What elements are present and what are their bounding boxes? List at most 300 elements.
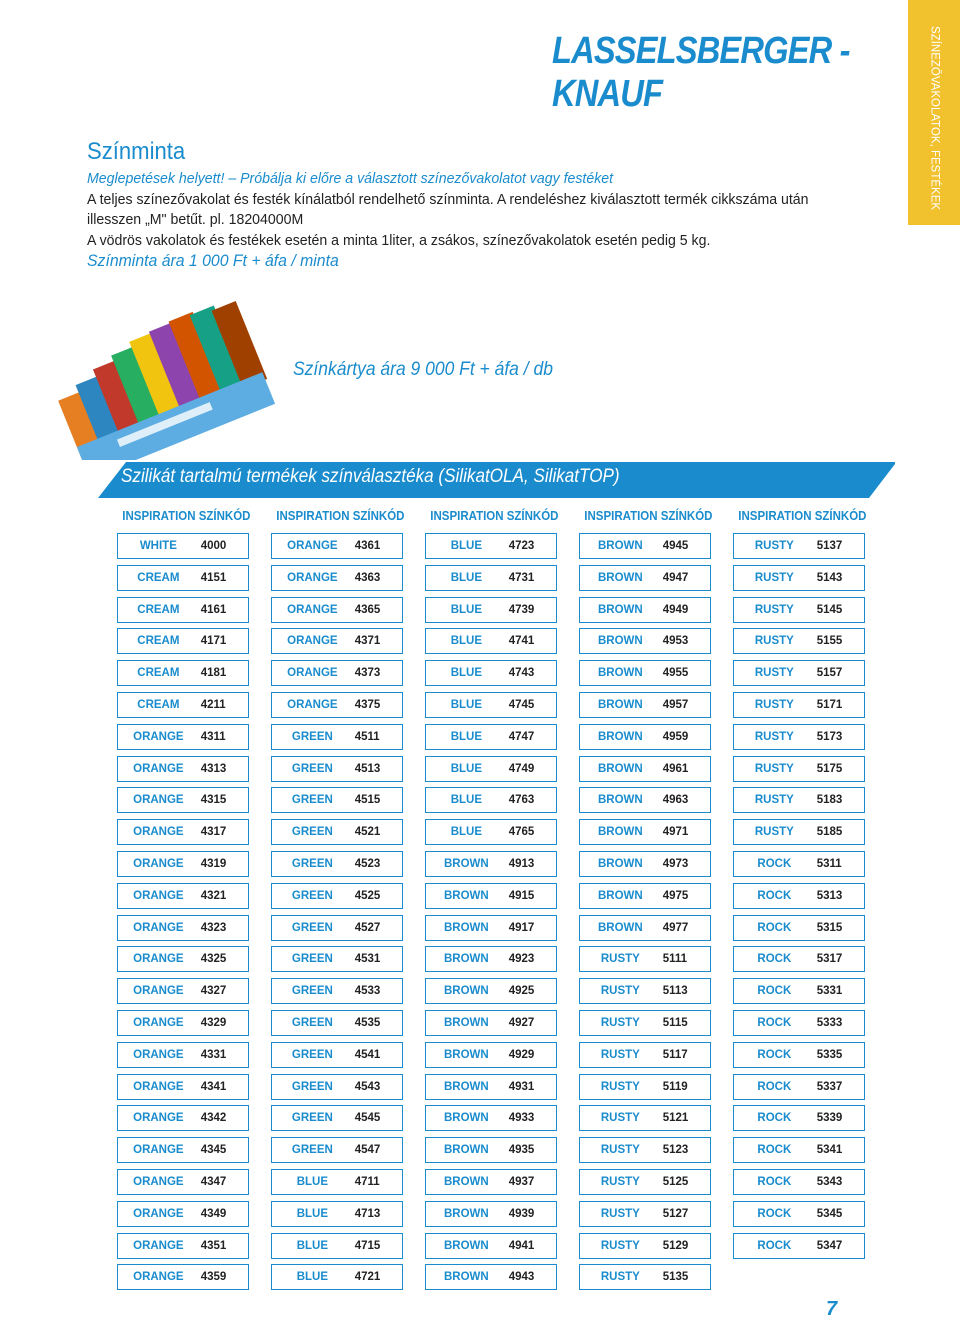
- color-name: GREEN: [291, 1080, 333, 1093]
- color-code: 5343: [816, 1176, 843, 1188]
- color-name: BLUE: [450, 635, 483, 648]
- intro-sample-size: A vödrös vakolatok és festékek esetén a minta 1liter, a zsákos, színezővakolatok esetén pedig 5 kg.: [87, 231, 711, 249]
- table-row: [271, 756, 403, 782]
- color-name: BROWN: [598, 921, 643, 934]
- table-column: [271, 509, 405, 1284]
- table-row: [271, 724, 403, 750]
- color-code: 4731: [508, 571, 535, 584]
- color-name: RUSTY: [754, 667, 794, 680]
- color-code: 5339: [816, 1112, 843, 1125]
- table-row: [579, 628, 711, 654]
- color-code: 4749: [508, 762, 535, 775]
- table-row: [733, 1105, 865, 1131]
- color-code: 4953: [662, 635, 689, 648]
- table-row: [271, 787, 403, 813]
- color-code: 4342: [200, 1112, 227, 1125]
- color-card-image: [38, 300, 288, 460]
- color-name: RUSTY: [600, 1048, 640, 1061]
- color-name: GREEN: [291, 889, 333, 902]
- color-code: 4741: [508, 635, 535, 648]
- table-row: [579, 660, 711, 686]
- color-name: ORANGE: [133, 826, 184, 839]
- table-row: [271, 1169, 403, 1195]
- color-code: 4975: [662, 889, 689, 902]
- table-row: [271, 819, 403, 845]
- table-row: [579, 533, 711, 559]
- table-row: [425, 1233, 557, 1259]
- color-name: GREEN: [291, 730, 333, 743]
- table-row: [733, 787, 865, 813]
- color-code: 5125: [662, 1176, 689, 1188]
- color-name: BROWN: [598, 635, 643, 648]
- table-row: [117, 819, 249, 845]
- color-code: 5113: [662, 985, 688, 998]
- table-row: [733, 692, 865, 718]
- color-code: 4743: [508, 667, 535, 680]
- table-row: [425, 819, 557, 845]
- color-name: CREAM: [137, 635, 180, 648]
- color-name: BLUE: [296, 1207, 329, 1220]
- table-row: [425, 851, 557, 877]
- color-code: 5145: [816, 603, 843, 616]
- table-row: [733, 978, 865, 1004]
- color-code: 4929: [508, 1048, 535, 1061]
- color-code: 5345: [816, 1207, 843, 1220]
- table-row: [733, 660, 865, 686]
- table-row: [271, 1233, 403, 1259]
- color-code: 5347: [816, 1239, 843, 1252]
- color-code: 4313: [200, 762, 227, 775]
- color-name: ORANGE: [133, 1048, 184, 1061]
- color-code: 5157: [816, 667, 843, 680]
- color-code: 4365: [354, 603, 381, 616]
- color-name: BROWN: [598, 540, 643, 552]
- color-name: ORANGE: [133, 953, 184, 966]
- table-row: [425, 660, 557, 686]
- table-row: [117, 787, 249, 813]
- color-code: 4713: [354, 1207, 381, 1220]
- table-row: [117, 597, 249, 623]
- color-code: 4957: [662, 699, 689, 711]
- color-code: 5341: [816, 1144, 843, 1157]
- color-name: ROCK: [757, 985, 792, 998]
- color-name: ORANGE: [133, 985, 184, 998]
- color-name: ROCK: [757, 1017, 792, 1029]
- table-row: [117, 1264, 249, 1290]
- color-name: BROWN: [598, 858, 643, 870]
- color-name: BLUE: [450, 730, 483, 743]
- color-name: CREAM: [137, 667, 180, 680]
- color-name: CREAM: [137, 699, 180, 711]
- table-row: [733, 724, 865, 750]
- table-row: [425, 628, 557, 654]
- color-code: 5135: [662, 1271, 689, 1284]
- color-name: BROWN: [444, 985, 489, 998]
- color-name: CREAM: [137, 603, 180, 616]
- table-row: [579, 1105, 711, 1131]
- color-name: BROWN: [598, 762, 643, 775]
- color-name: ROCK: [757, 1144, 792, 1157]
- color-code: 4971: [662, 826, 689, 839]
- color-name: BROWN: [598, 794, 643, 807]
- color-code: 5119: [662, 1080, 688, 1093]
- table-row: [579, 819, 711, 845]
- color-name: BLUE: [450, 603, 483, 616]
- table-row: [117, 915, 249, 941]
- table-row: [271, 1264, 403, 1290]
- column-header: INSPIRATION SZÍNKÓD: [122, 509, 251, 523]
- section-title: Színminta: [87, 138, 186, 165]
- color-code: 4763: [508, 794, 535, 807]
- color-code: 5171: [816, 699, 843, 711]
- color-code: 4947: [662, 571, 689, 584]
- table-row: [733, 946, 865, 972]
- color-code: 5129: [662, 1239, 689, 1252]
- table-row: [271, 946, 403, 972]
- color-name: RUSTY: [600, 1271, 640, 1284]
- color-code: 4745: [508, 699, 535, 711]
- color-code: 4361: [354, 540, 381, 552]
- color-code: 5155: [816, 635, 843, 648]
- color-code: 4000: [200, 540, 227, 552]
- table-column: [579, 509, 713, 1284]
- color-name: RUSTY: [754, 699, 794, 711]
- table-row: [271, 565, 403, 591]
- table-row: [733, 1010, 865, 1036]
- color-code: 4325: [200, 953, 227, 966]
- table-row: [579, 692, 711, 718]
- color-code: 4545: [354, 1112, 381, 1125]
- color-code: 4927: [508, 1017, 535, 1029]
- color-name: ORANGE: [287, 699, 338, 711]
- color-name: ORANGE: [133, 794, 184, 807]
- color-code: 4351: [200, 1239, 227, 1252]
- color-name: BLUE: [296, 1239, 329, 1252]
- color-code: 4535: [354, 1017, 381, 1029]
- color-code: 4923: [508, 953, 535, 966]
- table-row: [271, 883, 403, 909]
- color-code: 4925: [508, 985, 535, 998]
- color-name: BLUE: [296, 1176, 329, 1188]
- color-code: 4931: [508, 1080, 535, 1093]
- color-name: BROWN: [598, 730, 643, 743]
- color-code: 4525: [354, 889, 381, 902]
- color-name: BROWN: [444, 1112, 489, 1125]
- color-code: 4935: [508, 1144, 535, 1157]
- color-name: BROWN: [444, 858, 489, 870]
- color-name: RUSTY: [600, 1176, 640, 1188]
- color-code: 4311: [200, 730, 226, 743]
- color-name: BLUE: [450, 826, 483, 839]
- table-row: [117, 692, 249, 718]
- color-code: 4739: [508, 603, 535, 616]
- table-row: [425, 1169, 557, 1195]
- table-column: [117, 509, 251, 1284]
- table-row: [425, 883, 557, 909]
- table-row: [579, 1137, 711, 1163]
- table-row: [271, 1074, 403, 1100]
- color-code: 4949: [662, 603, 689, 616]
- color-name: ORANGE: [133, 730, 184, 743]
- table-row: [425, 565, 557, 591]
- table-row: [579, 946, 711, 972]
- color-code: 4211: [200, 699, 226, 711]
- table-row: [579, 851, 711, 877]
- color-name: RUSTY: [600, 1080, 640, 1093]
- color-name: BLUE: [450, 571, 483, 584]
- color-name: BROWN: [598, 571, 643, 584]
- color-code: 5173: [816, 730, 843, 743]
- table-row: [579, 1010, 711, 1036]
- color-code: 4321: [200, 889, 227, 902]
- color-code: 4181: [200, 667, 227, 680]
- color-code: 4363: [354, 571, 381, 584]
- table-row: [425, 1042, 557, 1068]
- table-row: [733, 1233, 865, 1259]
- color-name: BROWN: [444, 1271, 489, 1284]
- color-name: GREEN: [291, 858, 333, 870]
- color-name: ORANGE: [287, 571, 338, 584]
- table-row: [117, 946, 249, 972]
- table-row: [271, 628, 403, 654]
- color-name: BROWN: [444, 1239, 489, 1252]
- table-row: [425, 915, 557, 941]
- column-header: INSPIRATION SZÍNKÓD: [276, 509, 405, 523]
- table-row: [733, 1137, 865, 1163]
- color-code: 4323: [200, 921, 227, 934]
- color-name: ORANGE: [287, 603, 338, 616]
- color-name: RUSTY: [754, 571, 794, 584]
- color-code: 4347: [200, 1176, 227, 1188]
- table-row: [271, 533, 403, 559]
- table-row: [117, 1233, 249, 1259]
- table-column: [425, 509, 559, 1284]
- color-code: 4329: [200, 1017, 227, 1029]
- color-code: 5337: [816, 1080, 843, 1093]
- color-name: RUSTY: [600, 1239, 640, 1252]
- color-code: 4955: [662, 667, 689, 680]
- color-code: 4511: [354, 730, 380, 743]
- color-name: RUSTY: [754, 762, 794, 775]
- color-name: CREAM: [137, 571, 180, 584]
- table-row: [271, 978, 403, 1004]
- color-code: 4541: [354, 1048, 381, 1061]
- color-name: GREEN: [291, 794, 333, 807]
- color-code: 4161: [200, 603, 227, 616]
- color-name: ROCK: [757, 921, 792, 934]
- table-row: [271, 851, 403, 877]
- color-name: WHITE: [139, 540, 177, 552]
- table-row: [425, 946, 557, 972]
- color-code: 5175: [816, 762, 843, 775]
- table-row: [117, 724, 249, 750]
- color-name: ROCK: [757, 1048, 792, 1061]
- color-code: 4373: [354, 667, 381, 680]
- color-code: 5183: [816, 794, 843, 807]
- color-code: 4171: [200, 635, 227, 648]
- color-name: BROWN: [444, 1017, 489, 1029]
- table-row: [733, 756, 865, 782]
- table-row: [271, 660, 403, 686]
- color-code: 4515: [354, 794, 381, 807]
- color-name: RUSTY: [754, 635, 794, 648]
- color-code: 4547: [354, 1144, 381, 1157]
- table-row: [733, 819, 865, 845]
- color-name: ROCK: [757, 1239, 792, 1252]
- table-row: [579, 597, 711, 623]
- color-name: RUSTY: [600, 1207, 640, 1220]
- table-column: [733, 509, 867, 1252]
- color-code: 5117: [662, 1048, 688, 1061]
- table-row: [579, 1074, 711, 1100]
- color-name: RUSTY: [754, 540, 794, 552]
- card-price: Színkártya ára 9 000 Ft + áfa / db: [293, 359, 553, 380]
- color-name: ROCK: [757, 1176, 792, 1188]
- color-code: 5311: [816, 858, 842, 870]
- color-code: 5121: [662, 1112, 689, 1125]
- table-row: [579, 565, 711, 591]
- color-name: BLUE: [450, 762, 483, 775]
- color-code: 4375: [354, 699, 381, 711]
- table-row: [425, 978, 557, 1004]
- color-name: RUSTY: [600, 1112, 640, 1125]
- color-code: 4747: [508, 730, 535, 743]
- table-row: [425, 724, 557, 750]
- color-name: RUSTY: [754, 603, 794, 616]
- table-row: [117, 1010, 249, 1036]
- intro-tagline: Meglepetések helyett! – Próbálja ki előre a választott színezővakolatot vagy festéket: [87, 170, 614, 187]
- brand-logo: LASSELSBERGER - KNAUF: [552, 30, 850, 115]
- color-code: 4151: [200, 571, 227, 584]
- color-code: 4531: [354, 953, 381, 966]
- table-row: [579, 883, 711, 909]
- color-code: 4939: [508, 1207, 535, 1220]
- color-code: 4963: [662, 794, 689, 807]
- table-row: [271, 1137, 403, 1163]
- table-row: [117, 1105, 249, 1131]
- table-row: [117, 851, 249, 877]
- color-code: 4317: [200, 826, 227, 839]
- color-name: RUSTY: [600, 985, 640, 998]
- color-name: GREEN: [291, 762, 333, 775]
- color-name: ORANGE: [133, 1239, 184, 1252]
- color-name: BROWN: [598, 826, 643, 839]
- table-row: [425, 787, 557, 813]
- color-name: GREEN: [291, 1017, 333, 1029]
- color-code: 4917: [508, 921, 535, 934]
- table-row: [733, 915, 865, 941]
- table-row: [271, 915, 403, 941]
- color-code: 4973: [662, 858, 689, 870]
- color-name: BROWN: [444, 1144, 489, 1157]
- color-code: 5111: [662, 953, 688, 966]
- color-code: 5317: [816, 953, 843, 966]
- color-name: ORANGE: [287, 635, 338, 648]
- table-row: [117, 1074, 249, 1100]
- table-row: [117, 628, 249, 654]
- table-banner-title: Szilikát tartalmú termékek színválasztéka (SilikatOLA, SilikatTOP): [121, 466, 620, 487]
- color-name: GREEN: [291, 1048, 333, 1061]
- table-row: [117, 1201, 249, 1227]
- color-code: 4543: [354, 1080, 381, 1093]
- color-name: BROWN: [444, 953, 489, 966]
- table-row: [271, 597, 403, 623]
- table-row: [579, 1201, 711, 1227]
- table-row: [425, 1264, 557, 1290]
- color-name: BLUE: [450, 540, 483, 552]
- color-name: GREEN: [291, 1112, 333, 1125]
- color-code: 5137: [816, 540, 843, 552]
- color-name: BROWN: [598, 603, 643, 616]
- table-row: [579, 1042, 711, 1068]
- color-name: BROWN: [444, 921, 489, 934]
- color-code: 4711: [354, 1176, 380, 1188]
- color-name: ROCK: [757, 889, 792, 902]
- color-code: 4315: [200, 794, 227, 807]
- color-code: 4915: [508, 889, 535, 902]
- table-row: [733, 851, 865, 877]
- color-name: ORANGE: [133, 858, 184, 870]
- column-header: INSPIRATION SZÍNKÓD: [738, 509, 867, 523]
- color-name: GREEN: [291, 985, 333, 998]
- table-row: [733, 1169, 865, 1195]
- color-name: ORANGE: [287, 540, 338, 552]
- color-code: 4371: [354, 635, 381, 648]
- color-code: 5127: [662, 1207, 689, 1220]
- page-number: 7: [826, 1298, 838, 1320]
- table-row: [271, 1010, 403, 1036]
- color-name: ROCK: [757, 858, 792, 870]
- table-row: [117, 533, 249, 559]
- color-code: 4721: [354, 1271, 381, 1284]
- color-code: 4943: [508, 1271, 535, 1284]
- color-code: 4933: [508, 1112, 535, 1125]
- table-row: [733, 1042, 865, 1068]
- color-code: 5315: [816, 921, 843, 934]
- table-row: [425, 1010, 557, 1036]
- color-name: BROWN: [444, 889, 489, 902]
- table-row: [579, 756, 711, 782]
- color-name: BROWN: [444, 1080, 489, 1093]
- color-code: 5313: [816, 889, 843, 902]
- color-name: BROWN: [444, 1207, 489, 1220]
- color-code: 5123: [662, 1144, 689, 1157]
- table-row: [579, 915, 711, 941]
- sample-price: Színminta ára 1 000 Ft + áfa / minta: [87, 251, 339, 271]
- color-name: ORANGE: [133, 921, 184, 934]
- intro-text: [87, 169, 831, 272]
- table-row: [117, 1042, 249, 1068]
- color-name: BROWN: [598, 889, 643, 902]
- color-name: RUSTY: [600, 953, 640, 966]
- color-name: GREEN: [291, 921, 333, 934]
- table-row: [425, 1201, 557, 1227]
- color-code: 4765: [508, 826, 535, 839]
- color-name: GREEN: [291, 953, 333, 966]
- color-name: GREEN: [291, 826, 333, 839]
- table-row: [425, 1105, 557, 1131]
- table-row: [733, 597, 865, 623]
- color-code: 4319: [200, 858, 227, 870]
- color-name: BLUE: [450, 667, 483, 680]
- color-name: BLUE: [296, 1271, 329, 1284]
- color-name: RUSTY: [600, 1144, 640, 1157]
- table-row: [117, 1169, 249, 1195]
- color-code: 5185: [816, 826, 843, 839]
- color-name: ORANGE: [133, 889, 184, 902]
- table-row: [425, 692, 557, 718]
- color-code: 4715: [354, 1239, 381, 1252]
